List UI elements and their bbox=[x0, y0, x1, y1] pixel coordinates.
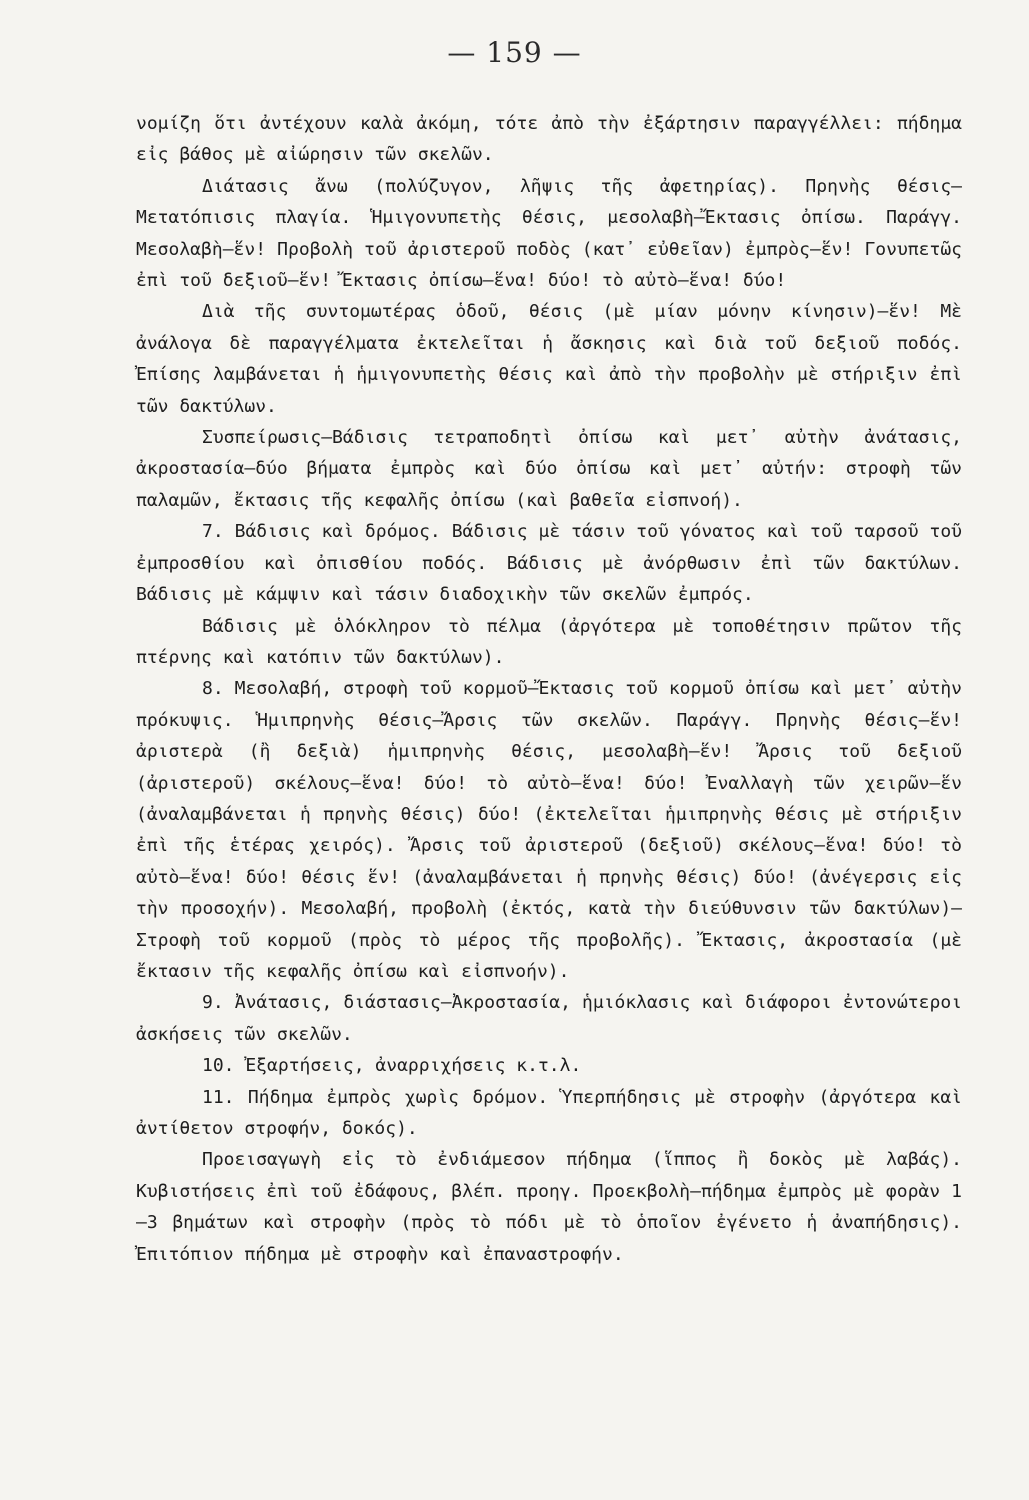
paragraph-6: Βάδισις μὲ ὁλόκληρον τὸ πέλμα (ἀργότερα μὲ τοποθέτησιν πρῶτον τῆς πτέρνης καὶ κατόπιν τῶν δακτύλων). bbox=[136, 615, 962, 668]
paragraph-9: 10. Ἐξαρτήσεις, ἀναρριχήσεις κ.τ.λ. bbox=[202, 1055, 582, 1077]
paragraph-1: νομίζη ὅτι ἀντέχουν καλὰ ἀκόμη, τότε ἀπὸ τὴν ἐξάρτησιν παραγγέλλει: πήδημα εἰς βάθος μὲ αἰώρησιν τῶν σκελῶν. bbox=[136, 113, 962, 166]
page-number: — 159 — bbox=[447, 36, 582, 69]
paragraph-2: Διάτασις ἄνω (πολύζυγον, λῆψις τῆς ἀφετηρίας). Πρηνὴς θέσις—Μετατόπισις πλαγία. Ἡμιγονυπετὴς θέσις, μεσολαβὴ—Ἔκτασις ὀπίσω. Παράγγ. Μεσολαβὴ—ἕν! Προβολὴ τοῦ ἀριστεροῦ ποδὸς (κατ᾽ εὐθεῖαν) ἐμπρὸς—ἕν! Γονυπετῶς ἐπὶ τοῦ δεξιοῦ—ἕν! Ἔκτασις ὀπίσω—ἕνα! δύο! τὸ αὐτὸ—ἕνα! δύο! bbox=[136, 175, 962, 292]
paragraph-7: 8. Μεσολαβή, στροφὴ τοῦ κορμοῦ—Ἔκτασις τοῦ κορμοῦ ὀπίσω καὶ μετ᾽ αὐτὴν πρόκυψις. Ἡμιπρηνὴς θέσις—Ἄρσις τῶν σκελῶν. Παράγγ. Πρηνὴς θέσις—ἕν! ἀριστερὰ (ἢ δεξιὰ) ἡμιπρηνὴς θέσις, μεσολαβὴ—ἕν! Ἄρσις τοῦ δεξιοῦ (ἀριστεροῦ) σκέλους—ἕνα! δύο! τὸ αὐτὸ—ἕνα! δύο! Ἐναλλαγὴ τῶν χειρῶν—ἕν (ἀναλαμβάνεται ἡ πρηνὴς θέσις) δύο! (ἐκτελεῖται ἡμιπρηνὴς θέσις μὲ στήριξιν ἐπὶ τῆς ἑτέρας χειρός). Ἄρσις τοῦ ἀριστεροῦ (δεξιοῦ) σκέλους—ἕνα! δύο! τὸ αὐτὸ—ἕνα! δύο! θέσις ἕν! (ἀναλαμβάνεται ἡ πρηνὴς θέσις) δύο! (ἀνέγερσις εἰς τὴν προσοχήν). Μεσολαβή, προβολὴ (ἐκτός, κατὰ τὴν διεύθυνσιν τῶν δακτύλων)—Στροφὴ τοῦ κορμοῦ (πρὸς τὸ μέρος τῆς προβολῆς). Ἔκτασις, ἀκροστασία (μὲ ἔκτασιν τῆς κεφαλῆς ὀπίσω καὶ εἰσπνοήν). bbox=[136, 678, 962, 982]
paragraph-10: 11. Πήδημα ἐμπρὸς χωρὶς δρόμον. Ὑπερπήδησις μὲ στροφὴν (ἀργότερα καὶ ἀντίθετον στροφήν, δοκός). bbox=[136, 1086, 962, 1139]
paragraph-11: Προεισαγωγὴ εἰς τὸ ἐνδιάμεσον πήδημα (ἵππος ἢ δοκὸς μὲ λαβάς). Κυβιστήσεις ἐπὶ τοῦ ἐδάφους, βλέπ. προηγ. Προεκβολὴ—πήδημα ἐμπρὸς μὲ φορὰν 1—3 βημάτων καὶ στροφὴν (πρὸς τὸ πόδι μὲ τὸ ὁποῖον ἐγένετο ἡ ἀναπήδησις). Ἐπιτόπιον πήδημα μὲ στροφὴν καὶ ἐπαναστροφήν. bbox=[136, 1149, 962, 1265]
paragraph-3: Διὰ τῆς συντομωτέρας ὁδοῦ, θέσις (μὲ μίαν μόνην κίνησιν)—ἕν! Μὲ ἀνάλογα δὲ παραγγέλματα ἐκτελεῖται ἡ ἄσκησις καὶ διὰ τοῦ δεξιοῦ ποδός. Ἐπίσης λαμβάνεται ἡ ἡμιγονυπετὴς θέσις καὶ ἀπὸ τὴν προβολὴν μὲ στήριξιν ἐπὶ τῶν δακτύλων. bbox=[136, 301, 962, 417]
paragraph-8: 9. Ἀνάτασις, διάστασις—Ἀκροστασία, ἡμιόκλασις καὶ διάφοροι ἐντονώτεροι ἀσκήσεις τῶν σκελῶν. bbox=[136, 992, 962, 1045]
paragraph-4: Συσπείρωσις—Βάδισις τετραποδητὶ ὀπίσω καὶ μετ᾽ αὐτὴν ἀνάτασις, ἀκροστασία—δύο βήματα ἐμπρὸς καὶ δύο ὀπίσω καὶ μετ᾽ αὐτήν: στροφὴ τῶν παλαμῶν, ἔκτασις τῆς κεφαλῆς ὀπίσω (καὶ βαθεῖα εἰσπνοή). bbox=[136, 427, 962, 511]
body-text bbox=[136, 108, 962, 1270]
paragraph-5: 7. Βάδισις καὶ δρόμος. Βάδισις μὲ τάσιν τοῦ γόνατος καὶ τοῦ ταρσοῦ τοῦ ἐμπροσθίου καὶ ὀπισθίου ποδός. Βάδισις μὲ ἀνόρθωσιν ἐπὶ τῶν δακτύλων. Βάδισις μὲ κάμψιν καὶ τάσιν διαδοχικὴν τῶν σκελῶν ἐμπρός. bbox=[136, 521, 962, 606]
